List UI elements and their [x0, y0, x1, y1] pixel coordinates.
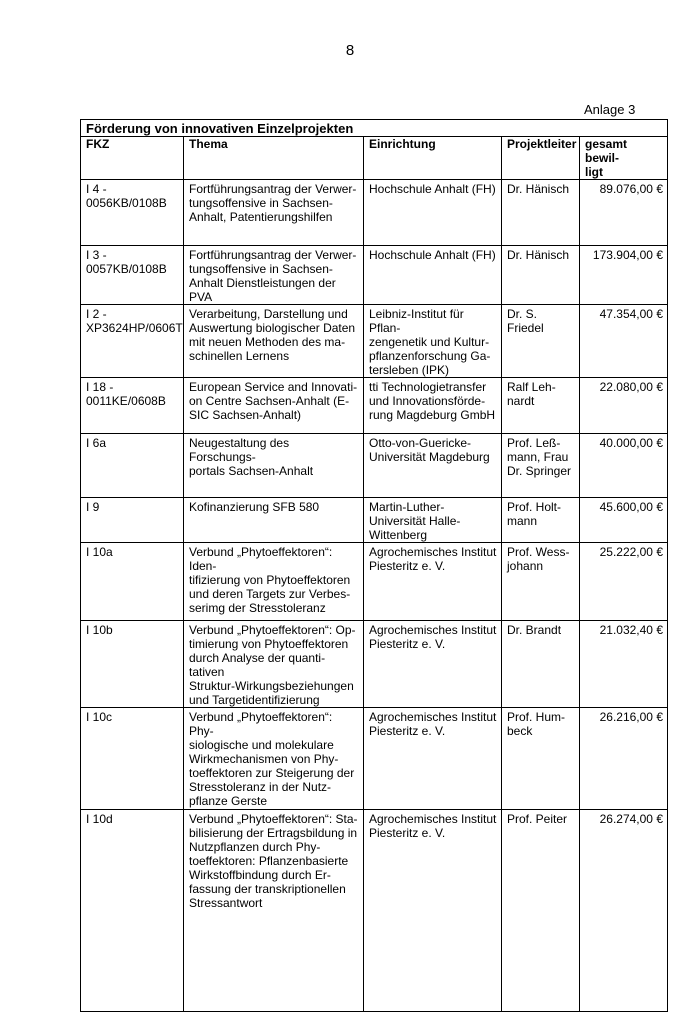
cell-projektleiter: Dr. S. Friedel: [502, 305, 580, 378]
cell-betrag: 22.080,00 €: [580, 378, 668, 434]
cell-betrag: 89.076,00 €: [580, 180, 668, 246]
table-row: [81, 434, 668, 498]
cell-betrag: 26.216,00 €: [580, 708, 668, 810]
cell-betrag: 21.032,40 €: [580, 621, 668, 708]
cell-einrichtung: Agrochemisches Institut Piesteritz e. V.: [364, 621, 502, 708]
cell-betrag: 45.600,00 €: [580, 498, 668, 543]
cell-einrichtung: Leibniz-Institut für Pflan- zengenetik und Kultur- pflanzenforschung Ga- tersleben (IPK): [364, 305, 502, 378]
cell-einrichtung: Agrochemisches Institut Piesteritz e. V.: [364, 543, 502, 621]
table-row: [81, 810, 668, 1012]
table-caption-row: [81, 120, 668, 137]
cell-thema: Fortführungsantrag der Verwer- tungsoffensive in Sachsen- Anhalt, Patentierungshilfen: [184, 180, 364, 246]
table-row: [81, 621, 668, 708]
cell-projektleiter: Prof. Leß- mann, Frau Dr. Springer: [502, 434, 580, 498]
cell-fkz: I 4 - 0056KB/0108B: [81, 180, 184, 246]
cell-fkz: I 6a: [81, 434, 184, 498]
cell-betrag: 173.904,00 €: [580, 246, 668, 305]
cell-thema: Fortführungsantrag der Verwer- tungsoffensive in Sachsen- Anhalt Dienstleistungen der PVA: [184, 246, 364, 305]
header-row: [81, 137, 668, 180]
cell-einrichtung: tti Technologietransfer und Innovationsförde- rung Magdeburg GmbH: [364, 378, 502, 434]
header-fkz: FKZ: [81, 137, 184, 180]
cell-fkz: I 9: [81, 498, 184, 543]
cell-fkz: I 10c: [81, 708, 184, 810]
table-row: [81, 180, 668, 246]
cell-einrichtung: Agrochemisches Institut Piesteritz e. V.: [364, 708, 502, 810]
cell-betrag: 47.354,00 €: [580, 305, 668, 378]
cell-projektleiter: Ralf Leh- nardt: [502, 378, 580, 434]
header-thema: Thema: [184, 137, 364, 180]
cell-fkz: I 2 - XP3624HP/0606T: [81, 305, 184, 378]
header-betrag: gesamt bewil- ligt: [580, 137, 668, 180]
cell-fkz: I 10b: [81, 621, 184, 708]
cell-einrichtung: Hochschule Anhalt (FH): [364, 246, 502, 305]
cell-betrag: 26.274,00 €: [580, 810, 668, 1012]
table-row: [81, 305, 668, 378]
cell-thema: Verbund „Phytoeffektoren“: Phy- siologische und molekulare Wirkmechanismen von Phy- toeffektoren zur Steigerung der Stresstoleranz in der Nutz- pflanze Gerste: [184, 708, 364, 810]
table-row: [81, 246, 668, 305]
cell-thema: Kofinanzierung SFB 580: [184, 498, 364, 543]
cell-fkz: I 18 - 0011KE/0608B: [81, 378, 184, 434]
cell-projektleiter: Prof. Holt- mann: [502, 498, 580, 543]
cell-betrag: 25.222,00 €: [580, 543, 668, 621]
projects-table: [80, 119, 668, 1012]
cell-thema: Verbund „Phytoeffektoren“: Sta- bilisierung der Ertragsbildung in Nutzpflanzen durch Phy- toeffektoren: Pflanzenbasierte Wirkstoffbindung durch Er- fassung der transkriptionellen Stressantwort: [184, 810, 364, 1012]
cell-thema: European Service and Innovati- on Centre Sachsen-Anhalt (E- SIC Sachsen-Anhalt): [184, 378, 364, 434]
table-row: [81, 543, 668, 621]
page-number: 8: [345, 42, 355, 59]
table-caption: Förderung von innovativen Einzelprojekten: [81, 120, 668, 137]
cell-thema: Verbund „Phytoeffektoren“: Iden- tifizierung von Phytoeffektoren und deren Targets zur Verbes- serimg der Stresstoleranz: [184, 543, 364, 621]
cell-thema: Verarbeitung, Darstellung und Auswertung biologischer Daten mit neuen Methoden des ma- schinellen Lernens: [184, 305, 364, 378]
cell-fkz: I 3 - 0057KB/0108B: [81, 246, 184, 305]
header-projektleiter: Projektleiter: [502, 137, 580, 180]
cell-betrag: 40.000,00 €: [580, 434, 668, 498]
cell-thema: Neugestaltung des Forschungs- portals Sachsen-Anhalt: [184, 434, 364, 498]
table-row: [81, 498, 668, 543]
cell-einrichtung: Otto-von-Guericke- Universität Magdeburg: [364, 434, 502, 498]
cell-fkz: I 10d: [81, 810, 184, 1012]
table-row: [81, 378, 668, 434]
cell-einrichtung: Hochschule Anhalt (FH): [364, 180, 502, 246]
cell-projektleiter: Prof. Hum- beck: [502, 708, 580, 810]
header-einrichtung: Einrichtung: [364, 137, 502, 180]
cell-projektleiter: Dr. Hänisch: [502, 180, 580, 246]
cell-projektleiter: Dr. Hänisch: [502, 246, 580, 305]
cell-einrichtung: Martin-Luther- Universität Halle- Wittenberg: [364, 498, 502, 543]
cell-projektleiter: Dr. Brandt: [502, 621, 580, 708]
cell-projektleiter: Prof. Peiter: [502, 810, 580, 1012]
table-row: [81, 708, 668, 810]
cell-fkz: I 10a: [81, 543, 184, 621]
cell-einrichtung: Agrochemisches Institut Piesteritz e. V.: [364, 810, 502, 1012]
cell-projektleiter: Prof. Wess- johann: [502, 543, 580, 621]
annex-label: Anlage 3: [584, 102, 636, 117]
cell-thema: Verbund „Phytoeffektoren“: Op- timierung von Phytoeffektoren durch Analyse der quanti-tativen Struktur-Wirkungsbeziehungen und Targetidentifizierung: [184, 621, 364, 708]
